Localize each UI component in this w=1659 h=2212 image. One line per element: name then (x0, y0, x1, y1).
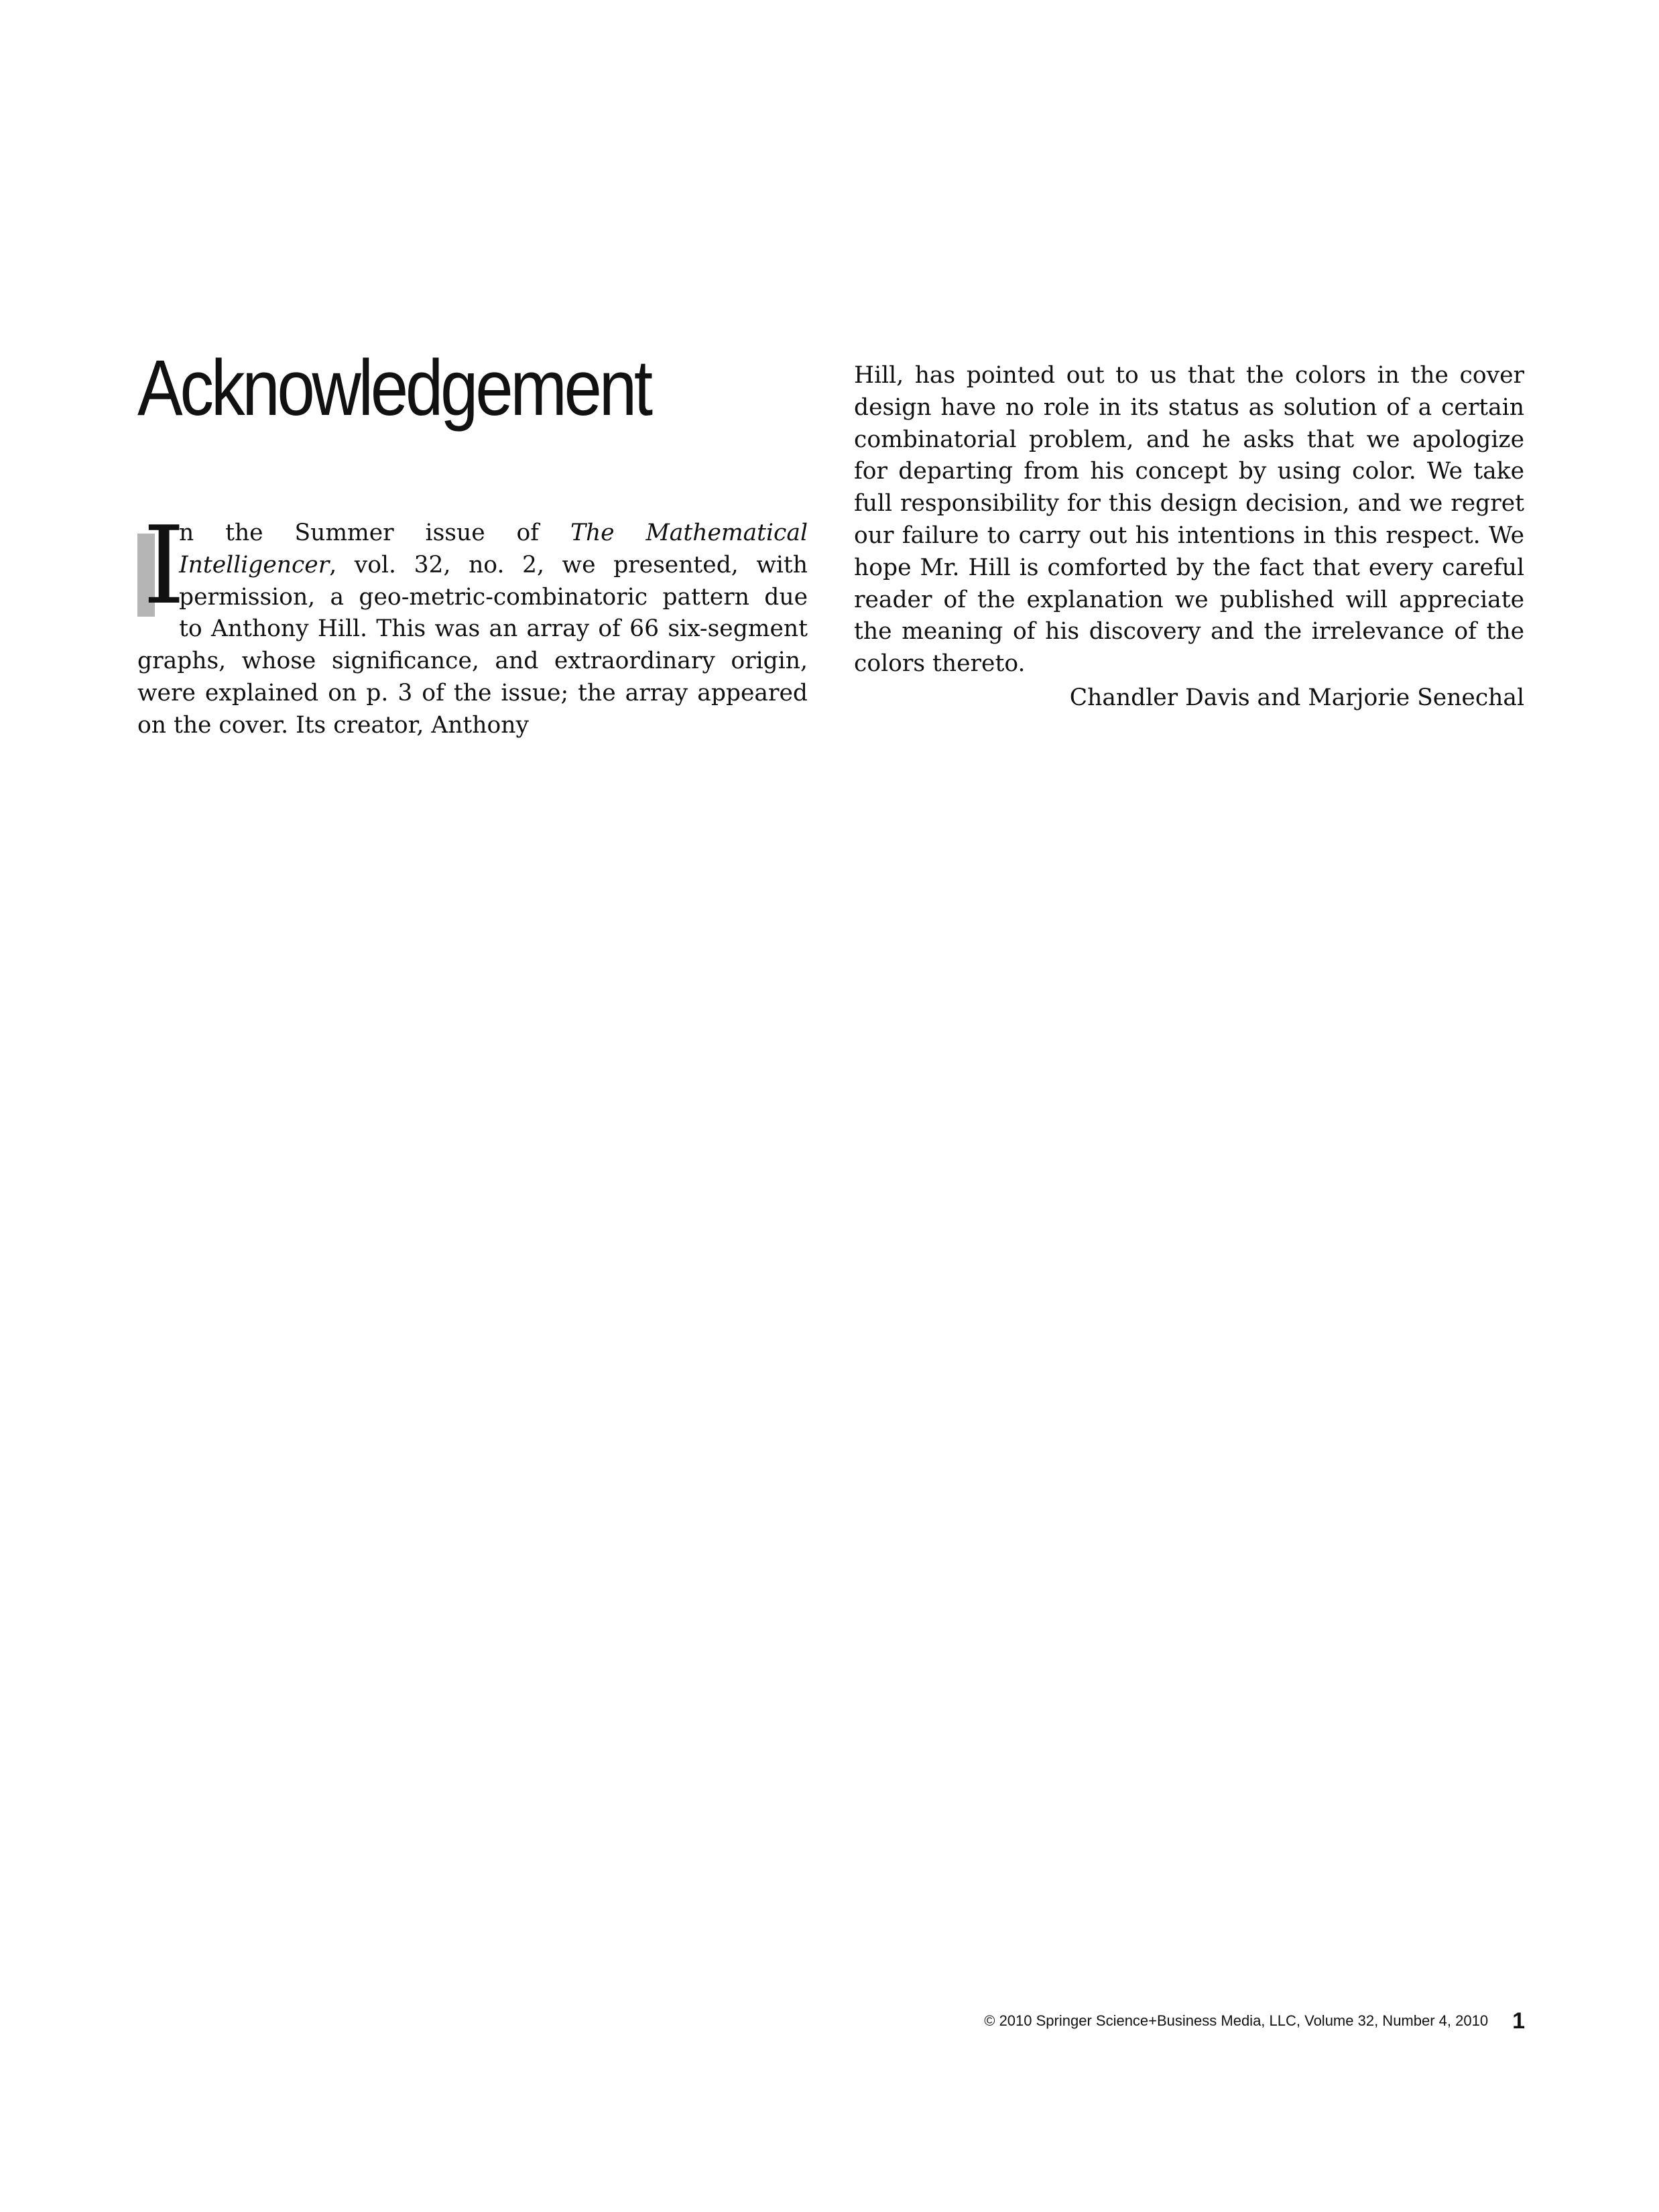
page-footer (984, 2008, 1525, 2034)
copyright-line: © 2010 Springer Science+Business Media, LLC, Volume 32, Number 4, 2010 (984, 2012, 1489, 2029)
journal-name: The Mathematical Intelligencer (179, 519, 808, 578)
right-column-paragraph: Hill, has pointed out to us that the colors in the cover design have no role in its status as solution of a certain combinatorial problem, and he asks that we apologize for departing from his concept by using color. We take full responsibility for this design decision, and we regret our failure to carry out his intentions in this respect. We hope Mr. Hill is comforted by the fact that every careful reader of the explanation we published will appreciate the meaning of his discovery and the irrelevance of the colors thereto. (854, 362, 1524, 678)
dropcap-block (137, 503, 186, 628)
article-title: Acknowledgement (137, 344, 650, 432)
left-column-text: , vol. 32, no. 2, we presented, with permission, a geo-metric-combinatoric pattern due to Anthony Hill. This was an array of 66 six-segment graphs, whose significance, and extraordinary origin, were explained on p. 3 of the issue; the array appeared on the cover. Its creator, Anthony (137, 551, 808, 739)
page-number: 1 (1512, 2008, 1525, 2034)
dropcap-letter: I (143, 503, 186, 628)
author-signature: Chandler Davis and Marjorie Senechal (1069, 684, 1524, 711)
intro-text: n the Summer issue of (179, 519, 570, 546)
left-column-paragraph (137, 503, 808, 742)
